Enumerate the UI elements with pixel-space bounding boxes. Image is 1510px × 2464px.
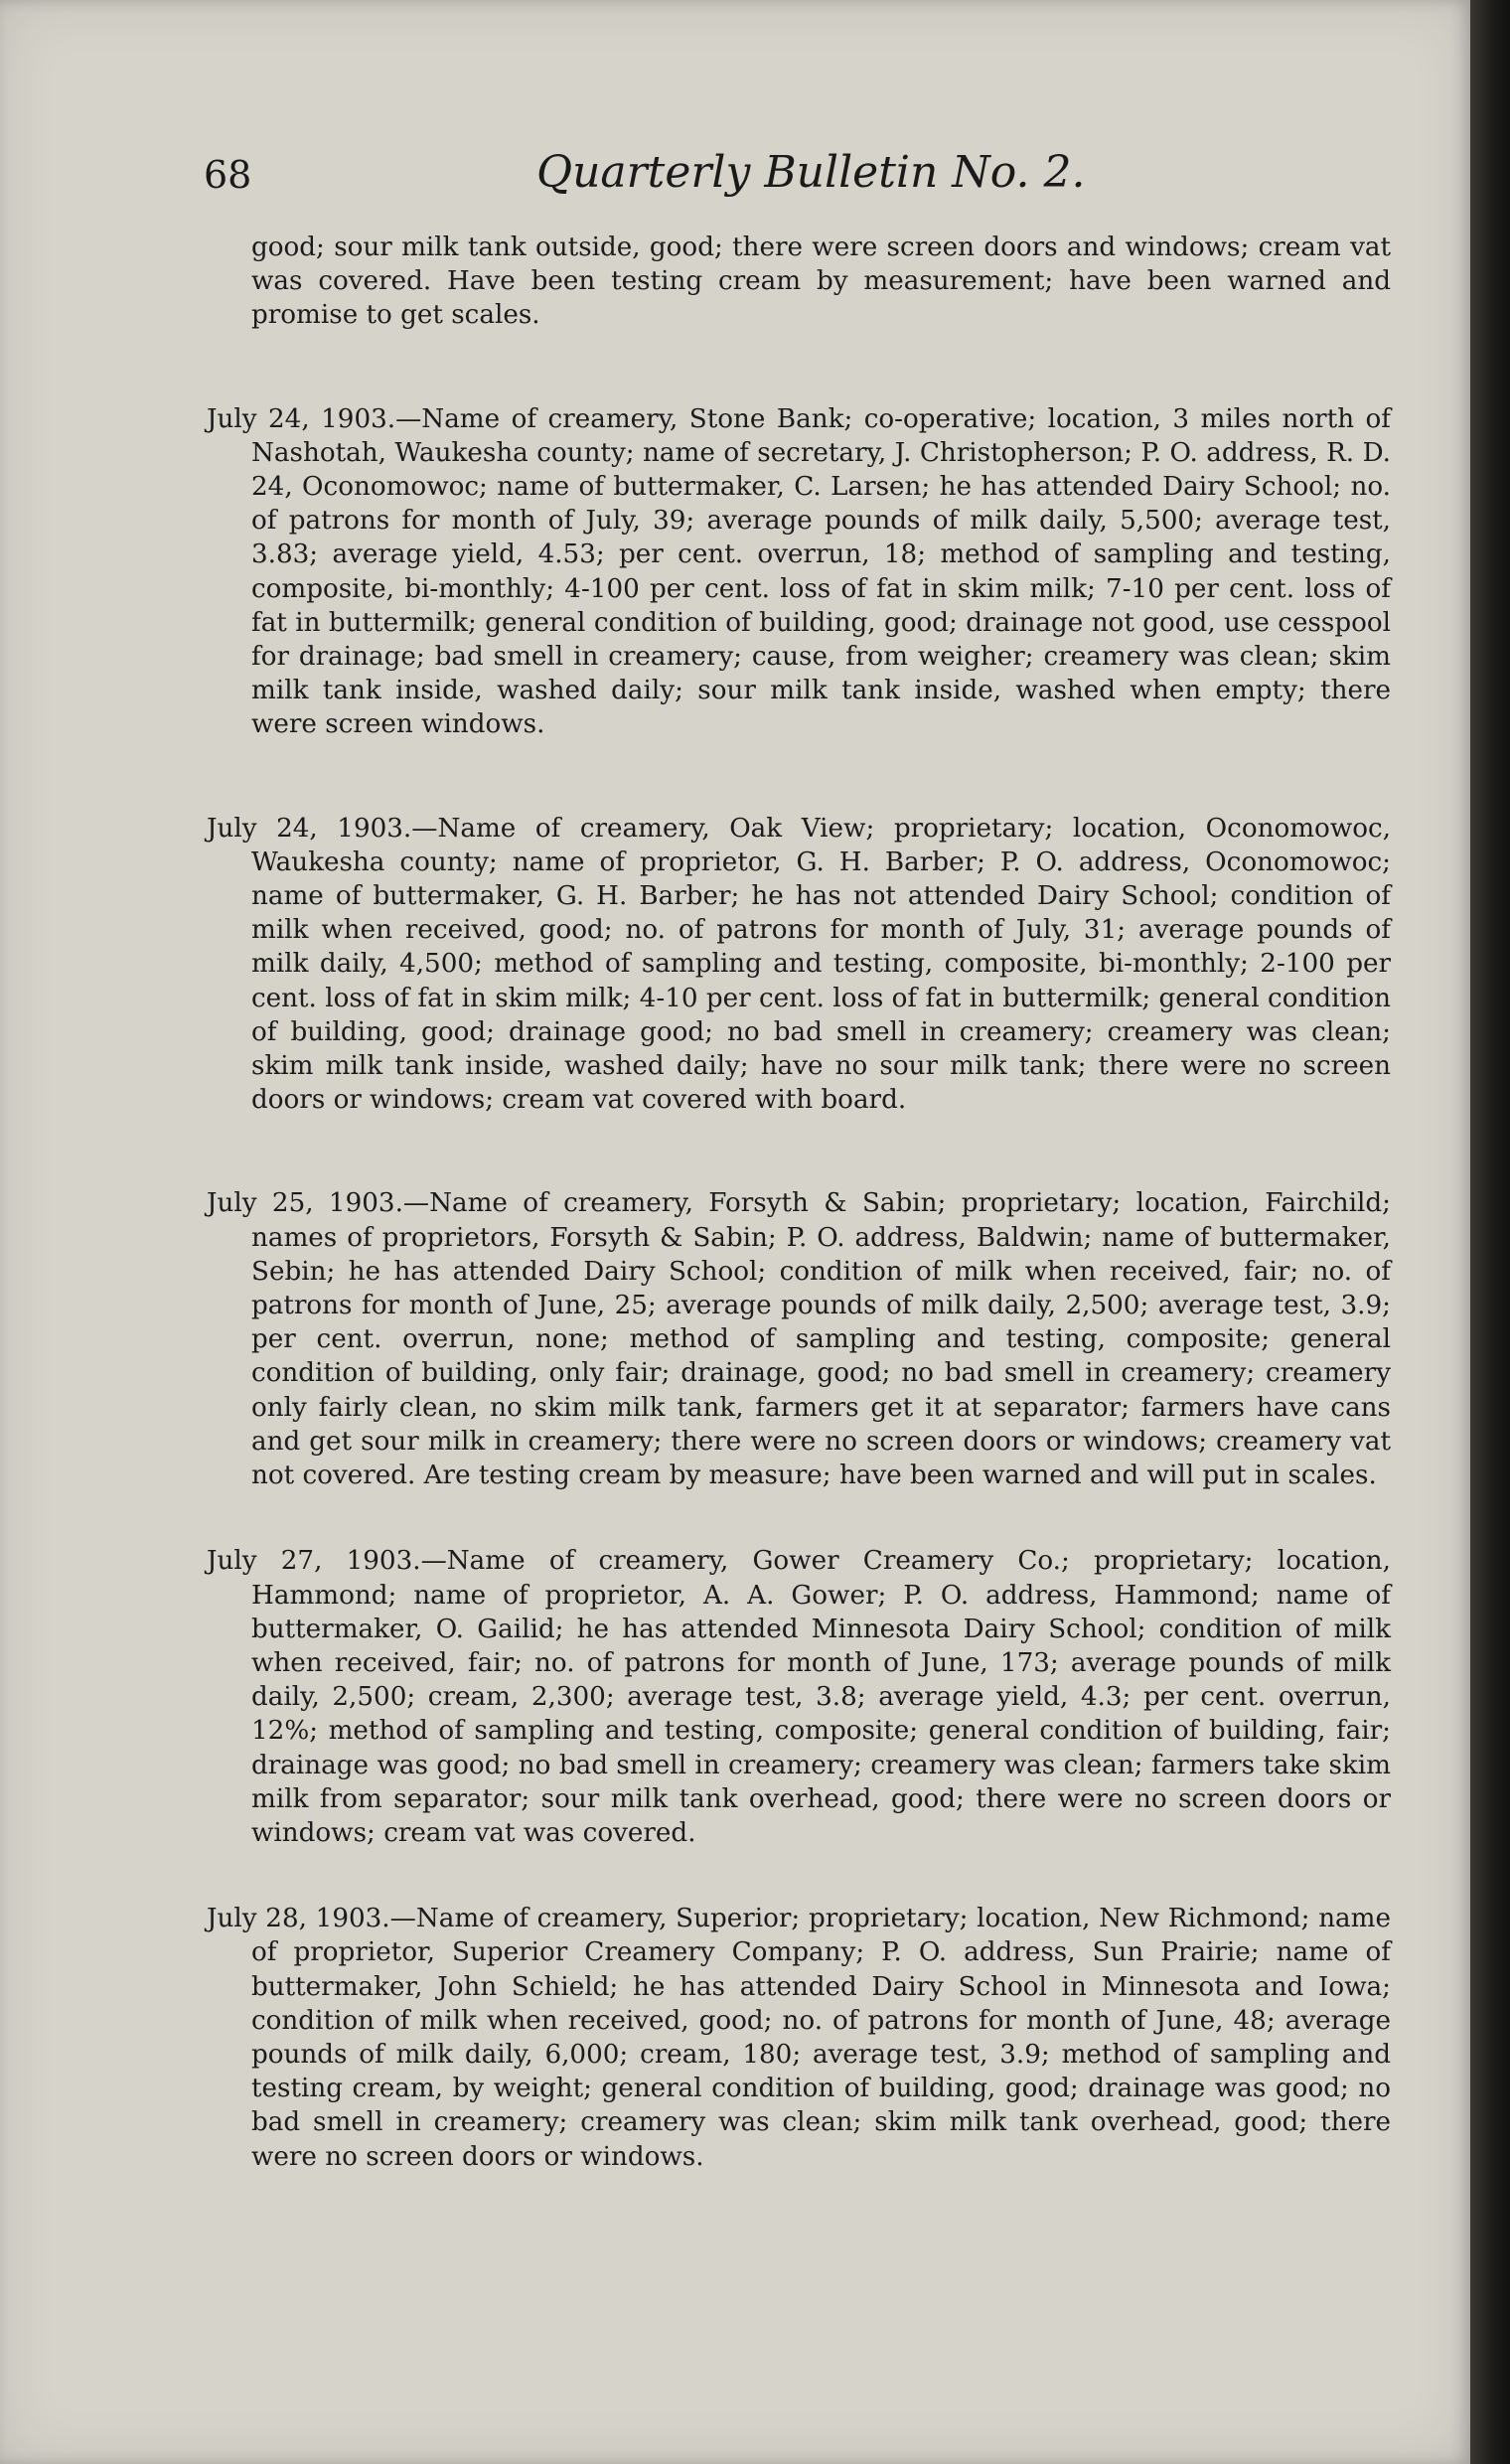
report-body — [199, 231, 1391, 2243]
paragraph-stone-bank: July 24, 1903.—Name of creamery, Stone Bank; co-operative; location, 3 miles north of Nashotah, Waukesha county; name of secretary, J. Christopherson; P. O. address, R. D. 24, Oconomowoc; name of buttermaker, C. Larsen; he has attended Dairy School; no. of patrons for month of July, 39; average pounds of milk daily, 5,500; average test, 3.83; average yield, 4.53; per cent. overrun, 18; method of sampling and testing, composite, bi-monthly; 4-100 per cent. loss of fat in skim milk; 7-10 per cent. loss of fat in buttermilk; general condition of building, good; drainage not good, use cesspool for drainage; bad smell in creamery; cause, from weigher; creamery was clean; skim milk tank inside, washed daily; sour milk tank inside, washed when empty; there were screen windows. — [207, 403, 1391, 740]
paragraph-gower: July 27, 1903.—Name of creamery, Gower Creamery Co.; proprietary; location, Hammond; name of proprietor, A. A. Gower; P. O. address, Hammond; name of buttermaker, O. Gailid; he has attended Minnesota Dairy School; condition of milk when received, fair; no. of patrons for month of June, 173; average pounds of milk daily, 2,500; cream, 2,300; average test, 3.8; average yield, 4.3; per cent. overrun, 12%; method of sampling and testing, composite; general condition of building, fair; drainage was good; no bad smell in creamery; creamery was clean; farmers take skim milk from separator; sour milk tank overhead, good; there were no screen doors or windows; cream vat was covered. — [207, 1546, 1391, 1848]
page-number: 68 — [204, 153, 252, 197]
running-title: Quarterly Bulletin No. 2. — [536, 147, 1086, 198]
page-header — [204, 147, 1386, 207]
paragraph-oak-view: July 24, 1903.—Name of creamery, Oak View; proprietary; location, Oconomowoc, Waukesha county; name of proprietor, G. H. Barber; P. O. address, Oconomowoc; name of buttermaker, G. H. Barber; he has not attended Dairy School; condition of milk when received, good; no. of patrons for month of July, 31; average pounds of milk daily, 4,500; method of sampling and testing, composite, bi-monthly; 2-100 per cent. loss of fat in skim milk; 4-10 per cent. loss of fat in buttermilk; general condition of building, good; drainage good; no bad smell in creamery; creamery was clean; skim milk tank inside, washed daily; have no sour milk tank; there were no screen doors or windows; cream vat covered with board. — [207, 813, 1391, 1116]
paragraph-continuation: good; sour milk tank outside, good; there were screen doors and windows; cream vat was covered. Have been testing cream by measurement; have been warned and promise to get scales. — [251, 232, 1391, 331]
paragraph-forsyth-sabin: July 25, 1903.—Name of creamery, Forsyth & Sabin; proprietary; location, Fairchild; names of proprietors, Forsyth & Sabin; P. O. address, Baldwin; name of buttermaker, Sebin; he has attended Dairy School; condition of milk when received, fair; no. of patrons for month of June, 25; average pounds of milk daily, 2,500; average test, 3.9; per cent. overrun, none; method of sampling and testing, composite; general condition of building, only fair; drainage, good; no bad smell in creamery; creamery only fairly clean, no skim milk tank, farmers get it at separator; farmers have cans and get sour milk in creamery; there were no screen doors or windows; creamery vat not covered. Are testing cream by measure; have been warned and will put in scales. — [207, 1188, 1391, 1491]
page-edge-shadow — [1470, 0, 1510, 2464]
paragraph-superior: July 28, 1903.—Name of creamery, Superior; proprietary; location, New Richmond; name of proprietor, Superior Creamery Company; P. O. address, Sun Prairie; name of buttermaker, John Schield; he has attended Dairy School in Minnesota and Iowa; condition of milk when received, good; no. of patrons for month of June, 48; average pounds of milk daily, 6,000; cream, 180; average test, 3.9; method of sampling and testing cream, by weight; general condition of building, good; drainage was good; no bad smell in creamery; creamery was clean; skim milk tank overhead, good; there were no screen doors or windows. — [207, 1904, 1391, 2172]
